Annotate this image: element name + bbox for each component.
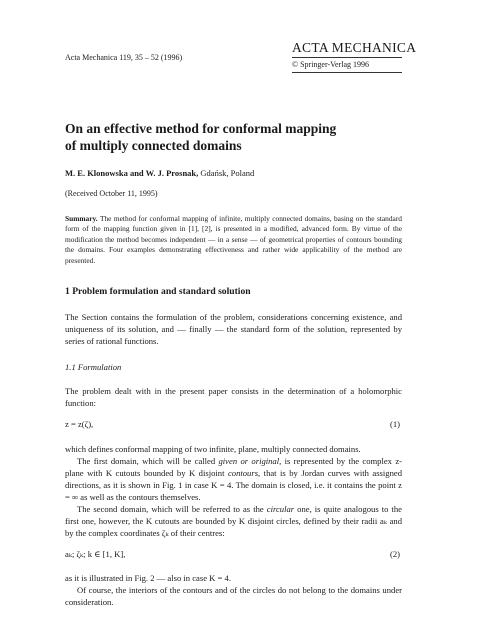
section-heading: 1 Problem formulation and standard solution bbox=[65, 286, 251, 297]
text-fragment: one, is quite analogous to the first one, however, the K cutouts are bounded by K disjoint circles, defined by their radii aₖ and by the complex coordinates ζₖ of their centres: bbox=[65, 504, 402, 538]
summary-label: Summary. bbox=[65, 214, 98, 223]
emphasis-given: given or original bbox=[218, 456, 280, 466]
emphasis-contours: contours bbox=[227, 468, 259, 478]
first-domain-paragraph bbox=[65, 455, 402, 503]
problem-paragraph: The problem dealt with in the present paper consists in the determination of a holomorphic function: bbox=[65, 386, 402, 408]
closing-paragraph bbox=[65, 572, 402, 608]
journal-name: ACTA MECHANICA bbox=[292, 40, 417, 55]
paper-title bbox=[65, 120, 395, 154]
summary-text: The method for conformal mapping of infinite, multiply connected domains, basing on the standard form of the mapping function given in [1], [2], is presented in a modified, advanced form. By virtue of the modification the method becomes independent — in a sense — of geometrical properties of contours bounding the domains. Four examples demonstrating effectiveness and rather wide applicability of the method are presented. bbox=[65, 214, 402, 265]
journal-reference: Acta Mechanica 119, 35 – 52 (1996) bbox=[65, 53, 183, 62]
interiors-note: Of course, the interiors of the contours and of the circles do not belong to the domains under consideration. bbox=[65, 585, 402, 607]
title-line-1: On an effective method for conformal mapping bbox=[65, 121, 337, 136]
equation-1: z = z(ζ), bbox=[65, 419, 94, 429]
figure-reference: as it is illustrated in Fig. 2 — also in case K = 4. bbox=[65, 573, 231, 583]
equation-2: aₖ; ζₖ; k ∈ [1, K], bbox=[65, 549, 126, 559]
domain-description bbox=[65, 443, 402, 539]
summary-abstract bbox=[65, 214, 402, 266]
text-fragment: The first domain, which will be called bbox=[77, 456, 219, 466]
text-fragment: The second domain, which will be referred to as the bbox=[77, 504, 267, 514]
equation-2-number: (2) bbox=[390, 549, 401, 559]
header-rule-bottom bbox=[292, 72, 402, 73]
subsection-heading: 1.1 Formulation bbox=[65, 362, 122, 372]
text-fragment: , is represented by the complex z-plane with K cutouts bounded by K disjoint bbox=[65, 456, 402, 478]
title-line-2: of multiply connected domains bbox=[65, 138, 242, 153]
equation-1-number: (1) bbox=[390, 419, 401, 429]
received-date: (Received October 11, 1995) bbox=[65, 189, 158, 198]
author-names: M. E. Klonowska and W. J. Prosnak, bbox=[65, 168, 199, 178]
emphasis-circular: circular bbox=[266, 504, 295, 514]
authors bbox=[65, 168, 254, 178]
copyright-notice: © Springer-Verlag 1996 bbox=[292, 60, 370, 69]
text-fragment: , that is by Jordan curves with assigned directions, as it is shown in Fig. 1 in case K = 4. The domain is closed, i.e. it contains the point z = ∞ as well as the contours themselves. bbox=[65, 468, 402, 502]
second-domain-paragraph bbox=[65, 503, 402, 539]
author-affiliation: Gdańsk, Poland bbox=[198, 168, 255, 178]
section-intro-paragraph: The Section contains the formulation of the problem, considerations concerning existence, and uniqueness of its solution, and — finally — the standard form of the solution, represented by series of rational functions. bbox=[65, 312, 402, 346]
header-rule-top bbox=[292, 57, 402, 58]
mapping-sentence: which defines conformal mapping of two infinite, plane, multiply connected domains. bbox=[65, 444, 361, 454]
